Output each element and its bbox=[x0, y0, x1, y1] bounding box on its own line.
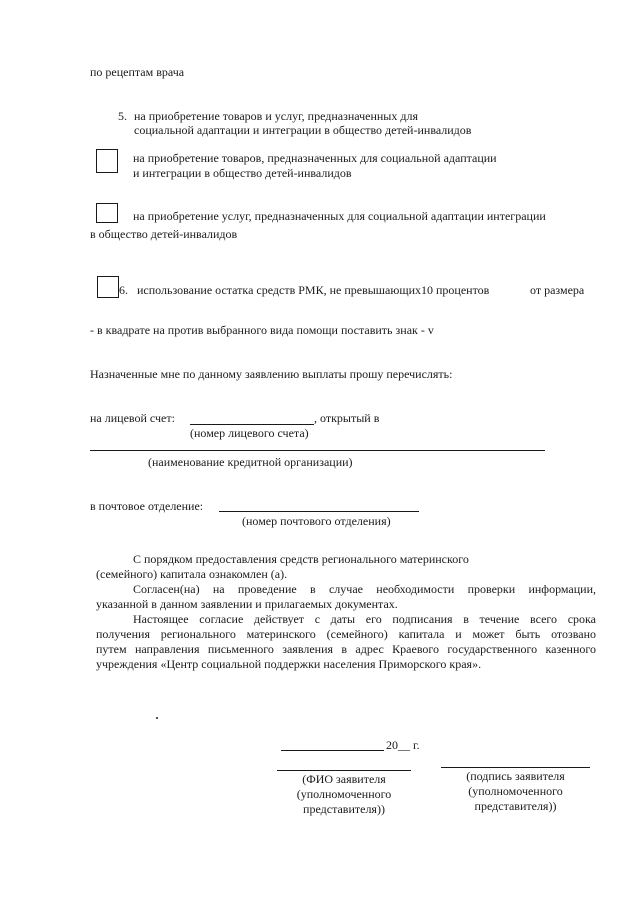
left-sig-caption-2: (уполномоченного bbox=[296, 787, 392, 801]
left-sig-caption-3: представителя)) bbox=[303, 802, 385, 816]
bank-name-caption: (наименование кредитной организации) bbox=[148, 455, 353, 469]
post-office-label: в почтовое отделение: bbox=[90, 499, 204, 513]
applicant-name-field[interactable] bbox=[277, 770, 411, 771]
goods-checkbox[interactable] bbox=[96, 149, 118, 173]
item6-text-end: от размера bbox=[530, 283, 585, 297]
account-label: на лицевой счет: bbox=[90, 411, 175, 425]
goods-option-line2: и интеграции в общество детей-инвалидов bbox=[133, 166, 352, 180]
consent-p3-line1: Настоящее согласие действует с даты его подписания в течение всего срока bbox=[133, 612, 596, 626]
consent-p2-line1: Согласен(на) на проведение в случае необходимости проверки информации, bbox=[133, 582, 596, 596]
applicant-signature-field[interactable] bbox=[441, 767, 590, 768]
consent-p3-line3: путем направления письменного заявления в адрес Краевого государственного казенного bbox=[96, 642, 596, 656]
bank-name-field[interactable] bbox=[90, 450, 545, 451]
payment-intro: Назначенные мне по данному заявлению выплаты прошу перечислять: bbox=[90, 367, 453, 381]
services-option-line2: в общество детей-инвалидов bbox=[90, 227, 238, 241]
services-option-line1: на приобретение услуг, предназначенных для социальной адаптации интеграции bbox=[133, 209, 546, 223]
item5-line1: на приобретение товаров и услуг, предназначенных для bbox=[134, 109, 418, 123]
right-sig-caption-1: (подпись заявителя bbox=[466, 769, 565, 783]
checkbox-instruction: - в квадрате на против выбранного вида помощи поставить знак - v bbox=[90, 323, 434, 337]
item6-number: 6. bbox=[119, 283, 128, 297]
right-sig-caption-3: представителя)) bbox=[474, 799, 557, 813]
account-number-field[interactable] bbox=[190, 424, 314, 425]
account-number-caption: (номер лицевого счета) bbox=[190, 426, 309, 440]
consent-p3-line4: учреждения «Центр социальной поддержки населения Приморского края». bbox=[96, 657, 482, 671]
rmk-remainder-checkbox[interactable] bbox=[97, 276, 119, 298]
consent-p2-line2: указанной в данном заявлении и прилагаемых документах. bbox=[96, 597, 398, 611]
item5-number: 5. bbox=[118, 109, 127, 123]
account-opened-in: , открытый в bbox=[314, 411, 380, 425]
stray-dot bbox=[156, 717, 158, 719]
right-sig-caption-2: (уполномоченного bbox=[468, 784, 563, 798]
post-office-caption: (номер почтового отделения) bbox=[242, 514, 391, 528]
item5-line2: социальной адаптации и интеграции в общество детей-инвалидов bbox=[134, 123, 472, 137]
post-office-field[interactable] bbox=[219, 511, 419, 512]
prescription-line: по рецептам врача bbox=[90, 65, 185, 79]
left-sig-caption-1: (ФИО заявителя bbox=[302, 772, 386, 786]
services-checkbox[interactable] bbox=[96, 203, 118, 223]
date-day-month-field[interactable] bbox=[281, 750, 384, 751]
consent-p1-line2: (семейного) капитала ознакомлен (а). bbox=[96, 567, 288, 581]
goods-option-line1: на приобретение товаров, предназначенных для социальной адаптации bbox=[133, 151, 497, 165]
date-year: 20__ г. bbox=[386, 738, 420, 752]
consent-p1-line1: С порядком предоставления средств регионального материнского bbox=[133, 552, 469, 566]
consent-p3-line2: получения регионального материнского (семейного) капитала и может быть отозвано bbox=[96, 627, 596, 641]
item6-text: использование остатка средств РМК, не превышающих10 процентов bbox=[137, 283, 490, 297]
